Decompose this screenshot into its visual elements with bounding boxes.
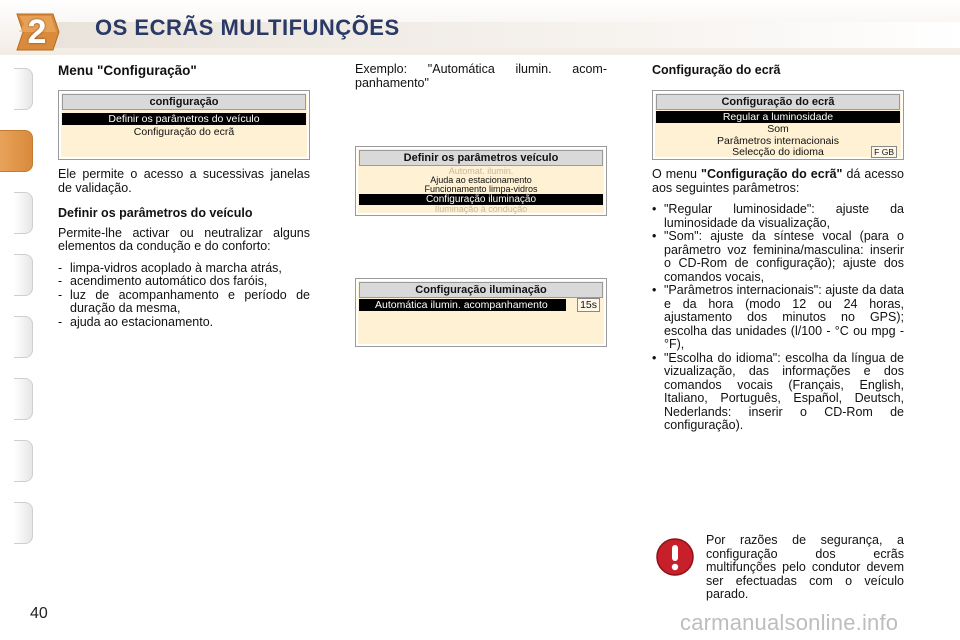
screen-item-selected: Regular a luminosidade	[656, 111, 900, 123]
chapter-tabs	[0, 68, 34, 573]
screen-item-selected: Automática ilumin. acompanhamento	[359, 299, 566, 311]
chapter-badge	[13, 10, 61, 54]
screen-item: Iluminação à condução	[434, 204, 528, 214]
chapter-tab[interactable]	[14, 440, 33, 482]
chapter-number: 2	[27, 13, 47, 51]
vehicle-params-list	[58, 262, 310, 330]
list-item: - luz de acompanhamento e período de duração da mesma,	[58, 287, 310, 315]
screen-config-screen	[652, 90, 904, 160]
right-text	[652, 168, 904, 433]
left-column	[58, 64, 310, 78]
warning-text: Por razões de segurança, a configuração dos ecrãs multifunções pelo condutor devem ser efectuadas com o veículo parado.	[706, 533, 904, 601]
left-text	[58, 168, 310, 329]
chapter-tab[interactable]	[14, 316, 33, 358]
screen-config-heading: Configuração do ecrã	[652, 63, 781, 77]
screen-item: Configuração do ecrã	[133, 126, 235, 138]
list-item: • "Escolha do idioma": escolha da língua de vizualização, das informações e dos comandos vocais (Français, English, Italiano, Português, Español, Deutsch, Nederlands: inserir o CD-Rom de configuração).	[652, 350, 904, 432]
screen-item: Ajuda ao estacionamento	[430, 175, 532, 185]
screen-item: Selecção do idioma	[732, 146, 824, 158]
list-item: - ajuda ao estacionamento.	[58, 314, 214, 329]
chapter-tab-active[interactable]	[0, 130, 33, 172]
screen-title: configuração	[62, 94, 306, 110]
screen-title: Definir os parâmetros veículo	[359, 150, 603, 166]
page-title: OS ECRÃS MULTIFUNÇÕES	[95, 15, 400, 40]
vehicle-params-text: Permite-lhe activar ou neutralizar alguns elementos da condução e do conforto:	[58, 225, 310, 253]
warning-note	[706, 534, 904, 610]
screen-config-list	[652, 203, 904, 433]
language-flags: F GB	[871, 146, 897, 158]
page-number: 40	[30, 605, 48, 622]
screen-item: Funcionamento limpa-vidros	[424, 184, 538, 194]
screen-title: Configuração do ecrã	[656, 94, 900, 110]
screen-item: Som	[767, 123, 789, 135]
screen-item: Automat. ilumin.	[448, 166, 514, 176]
config-menu-screen	[58, 90, 310, 160]
menu-heading: Menu "Configuração"	[58, 63, 197, 78]
chapter-tab[interactable]	[14, 192, 33, 234]
list-item: • "Parâmetros internacionais": ajuste da data e da hora (modo 12 ou 24 horas, ajustamento dos minutos no GPS); escolha das unidades (l/100 - °C ou mpg - °F),	[652, 283, 904, 351]
example-text: Exemplo: "Automática ilumin. acom-panhamento"	[355, 62, 607, 90]
chapter-tab[interactable]	[14, 254, 33, 296]
screen-item: Parâmetros internacionais	[717, 135, 839, 147]
middle-column	[355, 63, 607, 98]
chapter-tab[interactable]	[14, 502, 33, 544]
right-column	[652, 64, 904, 84]
chapter-tab[interactable]	[14, 378, 33, 420]
vehicle-params-screen	[355, 146, 607, 216]
list-item: - limpa-vidros acoplado à marcha atrás,	[58, 260, 282, 275]
watermark: carmanualsonline.info	[680, 610, 899, 635]
list-item: • "Som": ajuste da síntese vocal (para o parâmetro voz feminina/masculina: inserir o CD-Rom de configuração); ajuste dos comandos vocais,	[652, 229, 904, 284]
screen-item-selected: Definir os parâmetros do veículo	[62, 113, 306, 125]
intro-text: Ele permite o acesso a sucessivas janelas de validação.	[58, 167, 310, 195]
chapter-tab[interactable]	[14, 68, 33, 110]
screen-config-intro: O menu "Configuração do ecrã" dá acesso aos seguintes parâmetros:	[652, 167, 904, 195]
page-header	[0, 0, 960, 55]
list-item: - acendimento automático dos faróis,	[58, 274, 268, 288]
screen-item-selected: Configuração iluminação	[359, 194, 603, 205]
screen-title: Configuração iluminação	[359, 282, 603, 298]
warning-icon	[655, 537, 695, 577]
lighting-config-screen	[355, 278, 607, 347]
list-item: • "Regular luminosidade": ajuste da luminosidade da visualização,	[652, 202, 904, 230]
duration-value: 15s	[577, 298, 600, 312]
vehicle-params-heading: Definir os parâmetros do veículo	[58, 206, 253, 220]
